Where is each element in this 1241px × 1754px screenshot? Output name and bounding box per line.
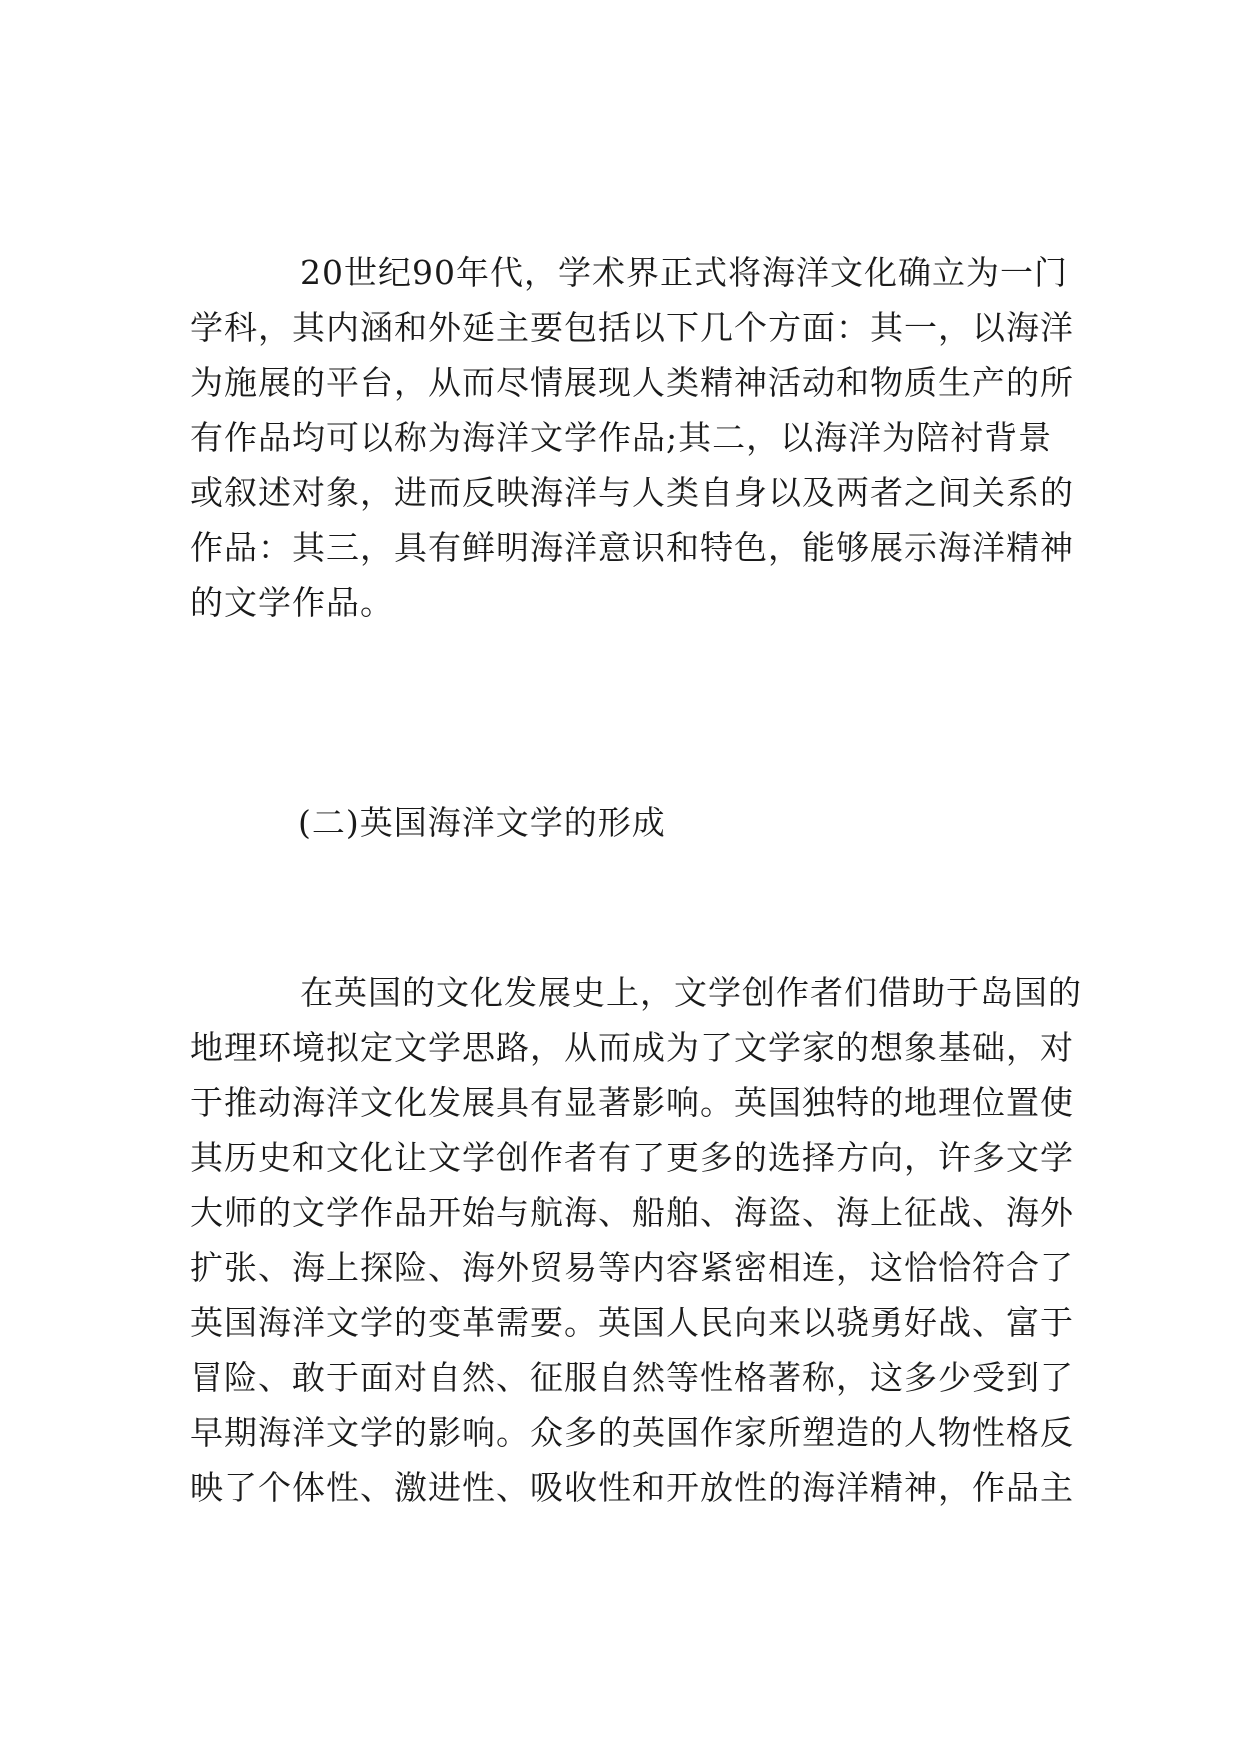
paragraph-1-line: 学科，其内涵和外延主要包括以下几个方面：其一，以海洋: [190, 308, 1074, 347]
paragraph-1-line: 20世纪90年代，学术界正式将海洋文化确立为一门: [300, 253, 1068, 292]
paragraph-2-line: 英国海洋文学的变革需要。英国人民向来以骁勇好战、富于: [190, 1303, 1074, 1342]
paragraph-1-line: 为施展的平台，从而尽情展现人类精神活动和物质生产的所: [190, 363, 1074, 402]
paragraph-1-line: 有作品均可以称为海洋文学作品;其二，以海洋为陪衬背景: [190, 418, 1053, 457]
paragraph-2-line: 扩张、海上探险、海外贸易等内容紧密相连，这恰恰符合了: [190, 1248, 1074, 1287]
paragraph-2-line: 其历史和文化让文学创作者有了更多的选择方向，许多文学: [190, 1138, 1074, 1177]
paragraph-2-line: 在英国的文化发展史上，文学创作者们借助于岛国的: [300, 973, 1082, 1012]
paragraph-1-line: 或叙述对象，进而反映海洋与人类自身以及两者之间关系的: [190, 473, 1074, 512]
paragraph-2-line: 于推动海洋文化发展具有显著影响。英国独特的地理位置使: [190, 1083, 1074, 1122]
paragraph-1-line: 的文学作品。: [190, 583, 394, 622]
paragraph-2-line: 地理环境拟定文学思路，从而成为了文学家的想象基础，对: [190, 1028, 1074, 1067]
paragraph-2-line: 映了个体性、激进性、吸收性和开放性的海洋精神，作品主: [190, 1468, 1074, 1507]
section-heading: (二)英国海洋文学的形成: [298, 803, 666, 842]
paragraph-1-line: 作品：其三，具有鲜明海洋意识和特色，能够展示海洋精神: [190, 528, 1074, 567]
paragraph-2-line: 早期海洋文学的影响。众多的英国作家所塑造的人物性格反: [190, 1413, 1074, 1452]
paragraph-2-line: 大师的文学作品开始与航海、船舶、海盗、海上征战、海外: [190, 1193, 1074, 1232]
paragraph-2-line: 冒险、敢于面对自然、征服自然等性格著称，这多少受到了: [190, 1358, 1074, 1397]
